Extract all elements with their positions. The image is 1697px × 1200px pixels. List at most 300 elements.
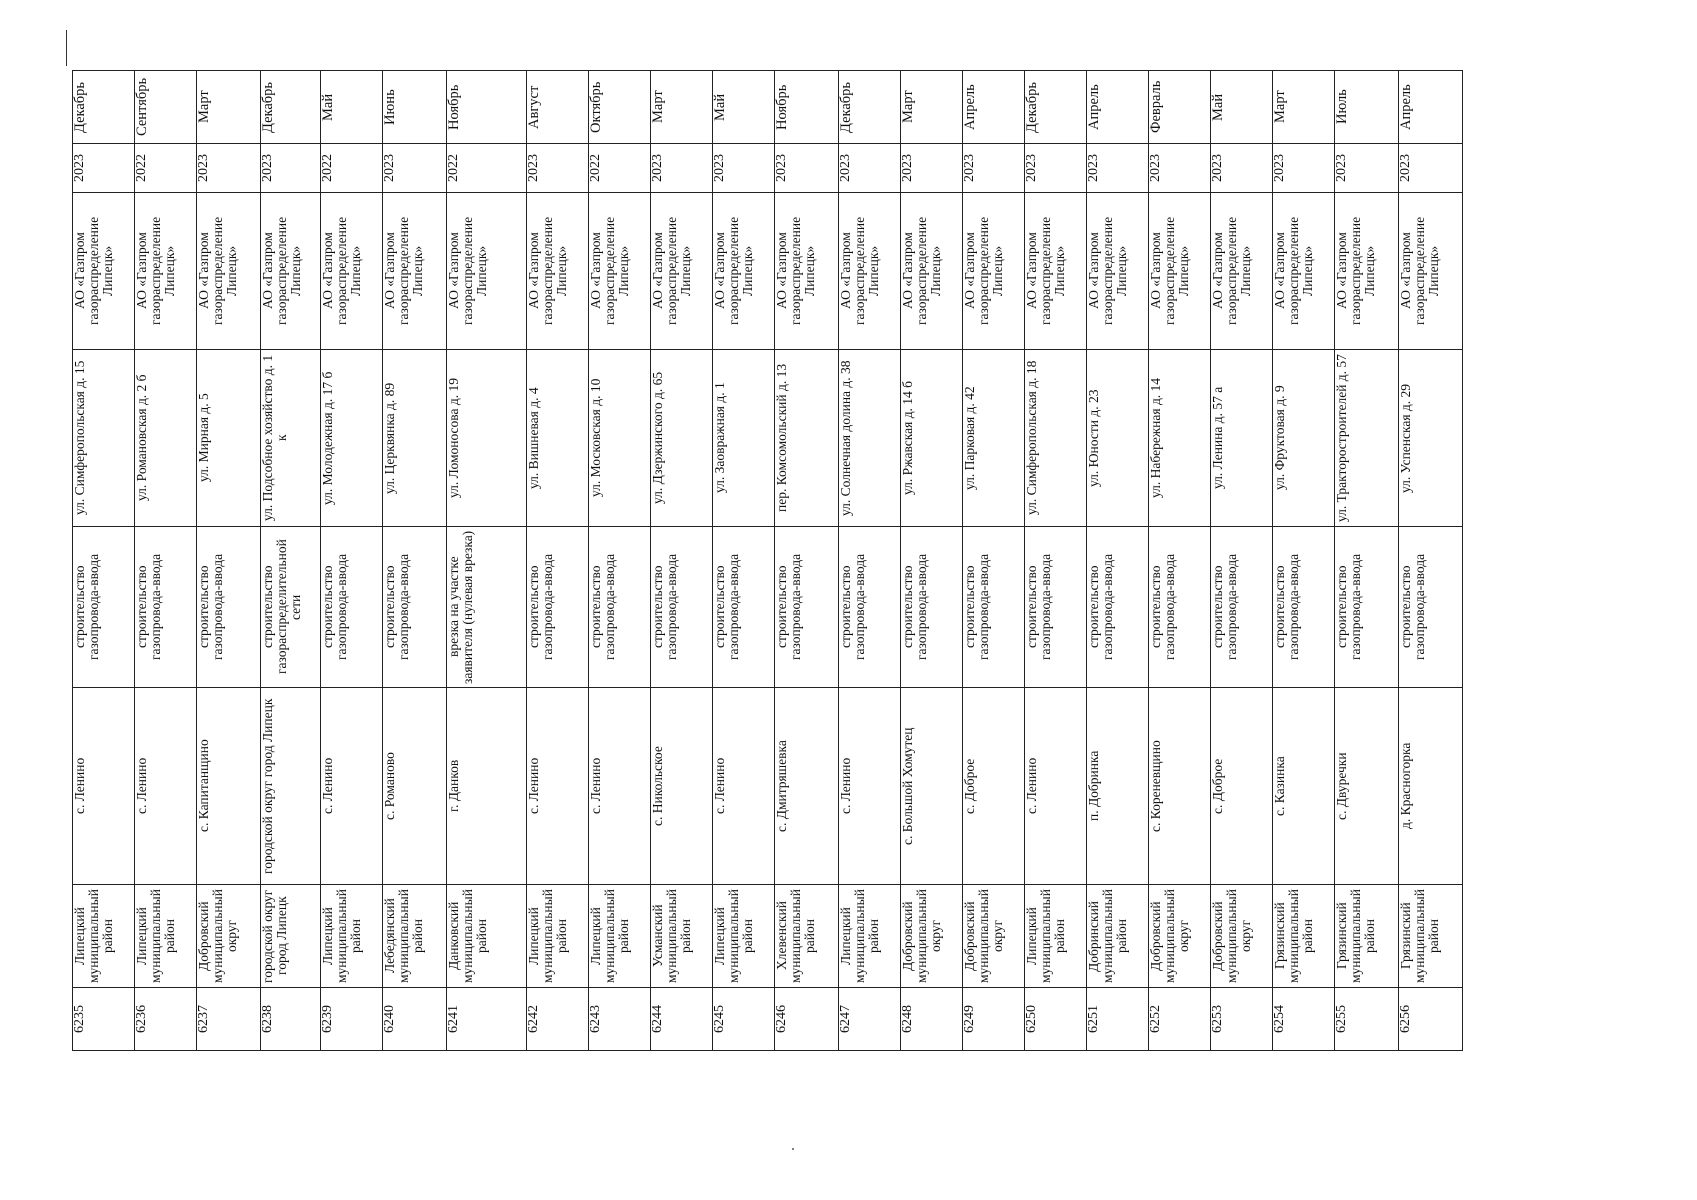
- cell-district: [1211, 885, 1273, 988]
- cell-district-text: [589, 886, 631, 986]
- cell-month-value: Май: [1210, 93, 1226, 121]
- cell-work: [73, 527, 135, 688]
- cell-org: [447, 193, 527, 350]
- cell-settlement-text: [197, 689, 211, 883]
- cell-num-value: 6253: [1210, 1005, 1225, 1033]
- cell-address-text: [135, 351, 149, 525]
- cell-org-text: [963, 194, 1005, 348]
- cell-address: [1399, 350, 1463, 527]
- cell-address-value: ул. Вишневая д. 4: [526, 387, 541, 489]
- band-org: [73, 193, 1463, 350]
- band-work: [73, 527, 1463, 688]
- cell-org: [651, 193, 713, 350]
- cell-work-text: [839, 528, 867, 686]
- cell-num-text: [901, 989, 915, 1049]
- cell-year: [589, 144, 651, 193]
- cell-address-text: [775, 351, 789, 525]
- cell-address-value: ул. Мирная д. 5: [196, 393, 211, 483]
- cell-month-value: Ноябрь: [446, 84, 462, 130]
- cell-month: [1399, 71, 1463, 144]
- cell-org: [73, 193, 135, 350]
- cell-district: [651, 885, 713, 988]
- cell-settlement-value: с. Казинка: [1272, 756, 1287, 816]
- cell-org: [1087, 193, 1149, 350]
- cell-district-text: [383, 886, 425, 986]
- cell-settlement: [1149, 688, 1211, 885]
- cell-settlement-text: [713, 689, 727, 883]
- cell-year-value: 2023: [1398, 154, 1413, 182]
- cell-settlement-value: с. Двуречки: [1334, 752, 1349, 820]
- cell-num: [839, 988, 901, 1051]
- cell-settlement-value: с. Романово: [382, 752, 397, 820]
- cell-settlement: [839, 688, 901, 885]
- cell-num-value: 6236: [134, 1005, 149, 1033]
- cell-work: [651, 527, 713, 688]
- cell-settlement: [197, 688, 261, 885]
- cell-work-value: строительство газопровода-ввода: [712, 553, 741, 661]
- cell-settlement: [73, 688, 135, 885]
- cell-year-text: [1335, 145, 1349, 191]
- cell-district-text: [713, 886, 755, 986]
- cell-month: [135, 71, 197, 144]
- cell-org-text: [589, 194, 631, 348]
- cell-num-value: 6250: [1024, 1005, 1039, 1033]
- cell-num-value: 6256: [1398, 1005, 1413, 1033]
- cell-year-text: [447, 145, 461, 191]
- cell-settlement-value: с. Ленино: [712, 757, 727, 815]
- cell-org-text: [447, 194, 489, 348]
- cell-org-value: АО «Газпром газораспределение Липецк»: [382, 216, 425, 326]
- cell-work-text: [1025, 528, 1053, 686]
- cell-year: [775, 144, 839, 193]
- cell-month-value: Март: [900, 90, 916, 124]
- cell-year-value: 2023: [962, 154, 977, 182]
- cell-work: [713, 527, 775, 688]
- cell-year: [73, 144, 135, 193]
- cell-work-value: строительство газопровода-ввода: [526, 553, 555, 661]
- cell-org-text: [261, 194, 303, 348]
- cell-year: [1025, 144, 1087, 193]
- cell-work-value: строительство газопровода-ввода: [382, 553, 411, 661]
- cell-settlement-value: с. Ленино: [838, 757, 853, 815]
- cell-org-value: АО «Газпром газораспределение Липецк»: [588, 216, 631, 326]
- cell-settlement: [321, 688, 383, 885]
- cell-settlement-text: [839, 689, 853, 883]
- cell-month-value: Февраль: [1148, 80, 1164, 134]
- cell-address-value: ул. Фруктовая д. 9: [1272, 385, 1287, 491]
- cell-month-text: [1087, 72, 1101, 142]
- cell-work-text: [901, 528, 929, 686]
- cell-work: [135, 527, 197, 688]
- cell-work: [1211, 527, 1273, 688]
- cell-org-text: [901, 194, 943, 348]
- cell-month: [383, 71, 447, 144]
- cell-org-text: [1211, 194, 1253, 348]
- cell-year: [651, 144, 713, 193]
- cell-settlement-text: [527, 689, 541, 883]
- cell-year-value: 2023: [1210, 154, 1225, 182]
- cell-district-text: [1273, 886, 1315, 986]
- cell-work-value: строительство газопровода-ввода: [1024, 553, 1053, 661]
- cell-org-value: АО «Газпром газораспределение Липецк»: [1272, 216, 1315, 326]
- cell-year-value: 2023: [650, 154, 665, 182]
- cell-address-value: ул. Романовская д. 2 б: [134, 374, 149, 502]
- cell-settlement: [589, 688, 651, 885]
- cell-work: [383, 527, 447, 688]
- cell-num: [713, 988, 775, 1051]
- scan-edge-line: [66, 30, 67, 66]
- cell-settlement-value: с. Ленино: [320, 757, 335, 815]
- cell-month-value: Декабрь: [72, 81, 88, 133]
- cell-district: [775, 885, 839, 988]
- cell-month-text: [1273, 72, 1287, 142]
- cell-year: [1211, 144, 1273, 193]
- cell-district-text: [447, 886, 489, 986]
- cell-num-value: 6247: [838, 1005, 853, 1033]
- cell-org-value: АО «Газпром газораспределение Липецк»: [1398, 216, 1441, 326]
- cell-org: [1273, 193, 1335, 350]
- cell-month-text: [73, 72, 87, 142]
- cell-district-value: Добровский муниципальный округ: [1210, 889, 1253, 983]
- cell-district-value: Добринский муниципальный район: [1086, 889, 1129, 983]
- cell-num: [197, 988, 261, 1051]
- cell-address-text: [1211, 351, 1225, 525]
- cell-year-text: [839, 145, 853, 191]
- cell-org-value: АО «Газпром газораспределение Липецк»: [1210, 216, 1253, 326]
- cell-address-value: ул. Церквянка д. 89: [382, 382, 397, 494]
- cell-month-value: Апрель: [1086, 84, 1102, 130]
- cell-year-text: [1087, 145, 1101, 191]
- cell-num-text: [1335, 989, 1349, 1049]
- cell-num-text: [1025, 989, 1039, 1049]
- cell-settlement-value: с. Ленино: [588, 757, 603, 815]
- cell-num-text: [713, 989, 727, 1049]
- cell-org-text: [73, 194, 115, 348]
- cell-year: [527, 144, 589, 193]
- cell-district-value: Лебедянский муниципальный район: [382, 889, 425, 983]
- cell-address: [713, 350, 775, 527]
- cell-month: [901, 71, 963, 144]
- cell-settlement-text: [963, 689, 977, 883]
- cell-work-value: строительство газопровода-ввода: [774, 553, 803, 661]
- cell-address-text: [321, 351, 335, 525]
- cell-address: [527, 350, 589, 527]
- cell-settlement: [713, 688, 775, 885]
- cell-address-text: [1399, 351, 1413, 525]
- cell-work-value: строительство газопровода-ввода: [1210, 553, 1239, 661]
- cell-year-value: 2023: [1024, 154, 1039, 182]
- cell-work-text: [1399, 528, 1427, 686]
- cell-work-value: строительство газопровода-ввода: [1334, 553, 1363, 661]
- cell-org: [713, 193, 775, 350]
- cell-month: [527, 71, 589, 144]
- cell-month: [1273, 71, 1335, 144]
- cell-address-value: пер. Комсомольский д. 13: [774, 363, 789, 513]
- cell-work-text: [527, 528, 555, 686]
- cell-num-value: 6239: [320, 1005, 335, 1033]
- cell-num-value: 6254: [1272, 1005, 1287, 1033]
- cell-org-value: АО «Газпром газораспределение Липецк»: [320, 216, 363, 326]
- cell-month-text: [651, 72, 665, 142]
- cell-district-text: [839, 886, 881, 986]
- cell-org: [901, 193, 963, 350]
- cell-address: [1087, 350, 1149, 527]
- cell-work: [1273, 527, 1335, 688]
- cell-settlement-text: [321, 689, 335, 883]
- cell-address-value: ул. Солнечная долина д. 38: [838, 360, 853, 516]
- cell-settlement-value: с. Доброе: [962, 758, 977, 814]
- cell-month: [589, 71, 651, 144]
- cell-num-text: [651, 989, 665, 1049]
- cell-settlement-text: [383, 689, 397, 883]
- cell-work-text: [135, 528, 163, 686]
- cell-work-text: [775, 528, 803, 686]
- cell-num-text: [261, 989, 275, 1049]
- cell-month-value: Март: [650, 90, 666, 124]
- cell-work-text: [589, 528, 617, 686]
- cell-year-value: 2023: [774, 154, 789, 182]
- cell-org: [839, 193, 901, 350]
- cell-num: [1149, 988, 1211, 1051]
- cell-org-value: АО «Газпром газораспределение Липецк»: [712, 216, 755, 326]
- cell-num: [651, 988, 713, 1051]
- cell-address-value: ул. Юности д. 23: [1086, 389, 1101, 487]
- cell-settlement-text: [901, 689, 915, 883]
- cell-month-text: [135, 72, 149, 142]
- cell-num: [383, 988, 447, 1051]
- cell-org: [261, 193, 321, 350]
- cell-district-value: Данковский муниципальный район: [446, 889, 489, 983]
- cell-year-value: 2023: [260, 154, 275, 182]
- cell-num-value: 6249: [962, 1005, 977, 1033]
- cell-address-value: ул. Симферопольская д. 18: [1024, 360, 1039, 516]
- cell-district: [1025, 885, 1087, 988]
- cell-district-value: Добровский муниципальный округ: [900, 889, 943, 983]
- cell-month: [73, 71, 135, 144]
- cell-org-value: АО «Газпром газораспределение Липецк»: [1148, 216, 1191, 326]
- cell-num-value: 6240: [382, 1005, 397, 1033]
- cell-address-text: [1087, 351, 1101, 525]
- cell-settlement-value: с. Кореневщино: [1148, 740, 1163, 832]
- cell-work-text: [963, 528, 991, 686]
- cell-year: [321, 144, 383, 193]
- cell-district: [1335, 885, 1399, 988]
- cell-district-text: [651, 886, 693, 986]
- cell-year-value: 2023: [1272, 154, 1287, 182]
- cell-year-text: [73, 145, 87, 191]
- cell-year-text: [589, 145, 603, 191]
- cell-month-value: Декабрь: [1024, 81, 1040, 133]
- cell-org-text: [1273, 194, 1315, 348]
- cell-district-text: [261, 886, 289, 986]
- cell-settlement: [1087, 688, 1149, 885]
- cell-num-text: [527, 989, 541, 1049]
- cell-month-text: [839, 72, 853, 142]
- cell-num-value: 6241: [446, 1005, 461, 1033]
- cell-month-value: Июль: [1334, 89, 1350, 125]
- cell-year-text: [321, 145, 335, 191]
- cell-month: [197, 71, 261, 144]
- cell-org-text: [775, 194, 817, 348]
- cell-settlement: [261, 688, 321, 885]
- cell-settlement-value: с. Никольское: [650, 746, 665, 826]
- cell-org: [589, 193, 651, 350]
- cell-org-value: АО «Газпром газораспределение Липецк»: [774, 216, 817, 326]
- cell-settlement-text: [1149, 689, 1163, 883]
- cell-year: [839, 144, 901, 193]
- cell-org-value: АО «Газпром газораспределение Липецк»: [900, 216, 943, 326]
- cell-settlement-value: с. Ленино: [1024, 757, 1039, 815]
- cell-year-value: 2023: [1148, 154, 1163, 182]
- cell-month-text: [713, 72, 727, 142]
- cell-org-value: АО «Газпром газораспределение Липецк»: [446, 216, 489, 326]
- cell-district: [589, 885, 651, 988]
- cell-district: [1149, 885, 1211, 988]
- cell-address-text: [963, 351, 977, 525]
- cell-work-value: строительство газопровода-ввода: [320, 553, 349, 661]
- cell-district-value: Липецкий муниципальный район: [712, 889, 755, 983]
- cell-month: [1335, 71, 1399, 144]
- cell-district: [73, 885, 135, 988]
- cell-work-value: строительство газопровода-ввода: [962, 553, 991, 661]
- cell-num-value: 6248: [900, 1005, 915, 1033]
- cell-num: [1399, 988, 1463, 1051]
- band-address: [73, 350, 1463, 527]
- cell-district-text: [1149, 886, 1191, 986]
- band-settlement: [73, 688, 1463, 885]
- cell-year-value: 2022: [134, 154, 149, 182]
- cell-settlement-text: [1399, 689, 1413, 883]
- cell-month: [651, 71, 713, 144]
- cell-district-value: Добровский муниципальный округ: [196, 889, 239, 983]
- cell-settlement-value: с. Ленино: [134, 757, 149, 815]
- cell-work-text: [1087, 528, 1115, 686]
- cell-org: [527, 193, 589, 350]
- cell-work-value: строительство газопровода-ввода: [1272, 553, 1301, 661]
- cell-work-value: строительство газопровода-ввода: [196, 553, 225, 661]
- cell-district-value: Липецкий муниципальный район: [134, 889, 177, 983]
- cell-month-value: Ноябрь: [774, 84, 790, 130]
- cell-work-text: [1335, 528, 1363, 686]
- cell-num-text: [383, 989, 397, 1049]
- cell-address-text: [901, 351, 915, 525]
- cell-work: [321, 527, 383, 688]
- cell-address: [261, 350, 321, 527]
- cell-year: [963, 144, 1025, 193]
- cell-district-value: городской округ город Липецк: [260, 889, 289, 983]
- cell-month: [1211, 71, 1273, 144]
- cell-settlement: [1399, 688, 1463, 885]
- cell-work: [1025, 527, 1087, 688]
- cell-district-text: [197, 886, 239, 986]
- cell-org-text: [651, 194, 693, 348]
- cell-district-text: [135, 886, 177, 986]
- cell-num-text: [963, 989, 977, 1049]
- cell-num-text: [1399, 989, 1413, 1049]
- cell-settlement-text: [589, 689, 603, 883]
- cell-work: [1087, 527, 1149, 688]
- cell-settlement-text: [447, 689, 461, 883]
- cell-work-text: [713, 528, 741, 686]
- cell-settlement-text: [73, 689, 87, 883]
- cell-district-value: Липецкий муниципальный район: [320, 889, 363, 983]
- cell-work: [1149, 527, 1211, 688]
- cell-address-value: ул. Молодежная д. 17 б: [320, 371, 335, 505]
- cell-work: [527, 527, 589, 688]
- cell-org: [775, 193, 839, 350]
- cell-org-value: АО «Газпром газораспределение Липецк»: [650, 216, 693, 326]
- cell-month-value: Декабрь: [838, 81, 854, 133]
- cell-work-value: строительство газопровода-ввода: [134, 553, 163, 661]
- cell-settlement: [1025, 688, 1087, 885]
- cell-district-value: Грязинский муниципальный район: [1398, 889, 1441, 983]
- cell-month-value: Апрель: [1398, 84, 1414, 130]
- cell-address-text: [713, 351, 727, 525]
- cell-month-text: [1025, 72, 1039, 142]
- cell-org-text: [321, 194, 363, 348]
- cell-district: [383, 885, 447, 988]
- cell-address: [651, 350, 713, 527]
- cell-work: [839, 527, 901, 688]
- cell-address-text: [589, 351, 603, 525]
- cell-month-value: Май: [320, 93, 336, 121]
- cell-org: [383, 193, 447, 350]
- cell-num: [1087, 988, 1149, 1051]
- cell-org-text: [527, 194, 569, 348]
- cell-month-text: [775, 72, 789, 142]
- cell-month-text: [1149, 72, 1163, 142]
- cell-num: [589, 988, 651, 1051]
- cell-settlement: [135, 688, 197, 885]
- cell-org-value: АО «Газпром газораспределение Липецк»: [260, 216, 303, 326]
- cell-settlement: [1335, 688, 1399, 885]
- cell-month: [261, 71, 321, 144]
- cell-year: [197, 144, 261, 193]
- cell-address-value: ул. Дзержинского д. 65: [650, 371, 665, 505]
- cell-address: [321, 350, 383, 527]
- cell-month-text: [1211, 72, 1225, 142]
- cell-address: [901, 350, 963, 527]
- cell-year-value: 2023: [1334, 154, 1349, 182]
- cell-settlement-text: [775, 689, 789, 883]
- cell-settlement: [1211, 688, 1273, 885]
- cell-settlement-text: [1211, 689, 1225, 883]
- cell-address: [1273, 350, 1335, 527]
- cell-month-text: [447, 72, 461, 142]
- cell-num: [901, 988, 963, 1051]
- cell-year-value: 2023: [1086, 154, 1101, 182]
- cell-org: [1149, 193, 1211, 350]
- cell-year-text: [135, 145, 149, 191]
- cell-year-text: [1025, 145, 1039, 191]
- cell-month: [1087, 71, 1149, 144]
- cell-num: [1335, 988, 1399, 1051]
- cell-work: [963, 527, 1025, 688]
- cell-num: [73, 988, 135, 1051]
- cell-settlement-value: с. Большой Хомутец: [900, 727, 915, 845]
- cell-month-value: Август: [526, 85, 542, 129]
- cell-year-text: [383, 145, 397, 191]
- cell-year-value: 2023: [196, 154, 211, 182]
- cell-org-value: АО «Газпром газораспределение Липецк»: [134, 216, 177, 326]
- cell-year-value: 2022: [588, 154, 603, 182]
- cell-address-value: ул. Московская д. 10: [588, 378, 603, 498]
- cell-month: [447, 71, 527, 144]
- cell-district: [447, 885, 527, 988]
- cell-month: [713, 71, 775, 144]
- cell-org-text: [713, 194, 755, 348]
- cell-org-text: [1399, 194, 1441, 348]
